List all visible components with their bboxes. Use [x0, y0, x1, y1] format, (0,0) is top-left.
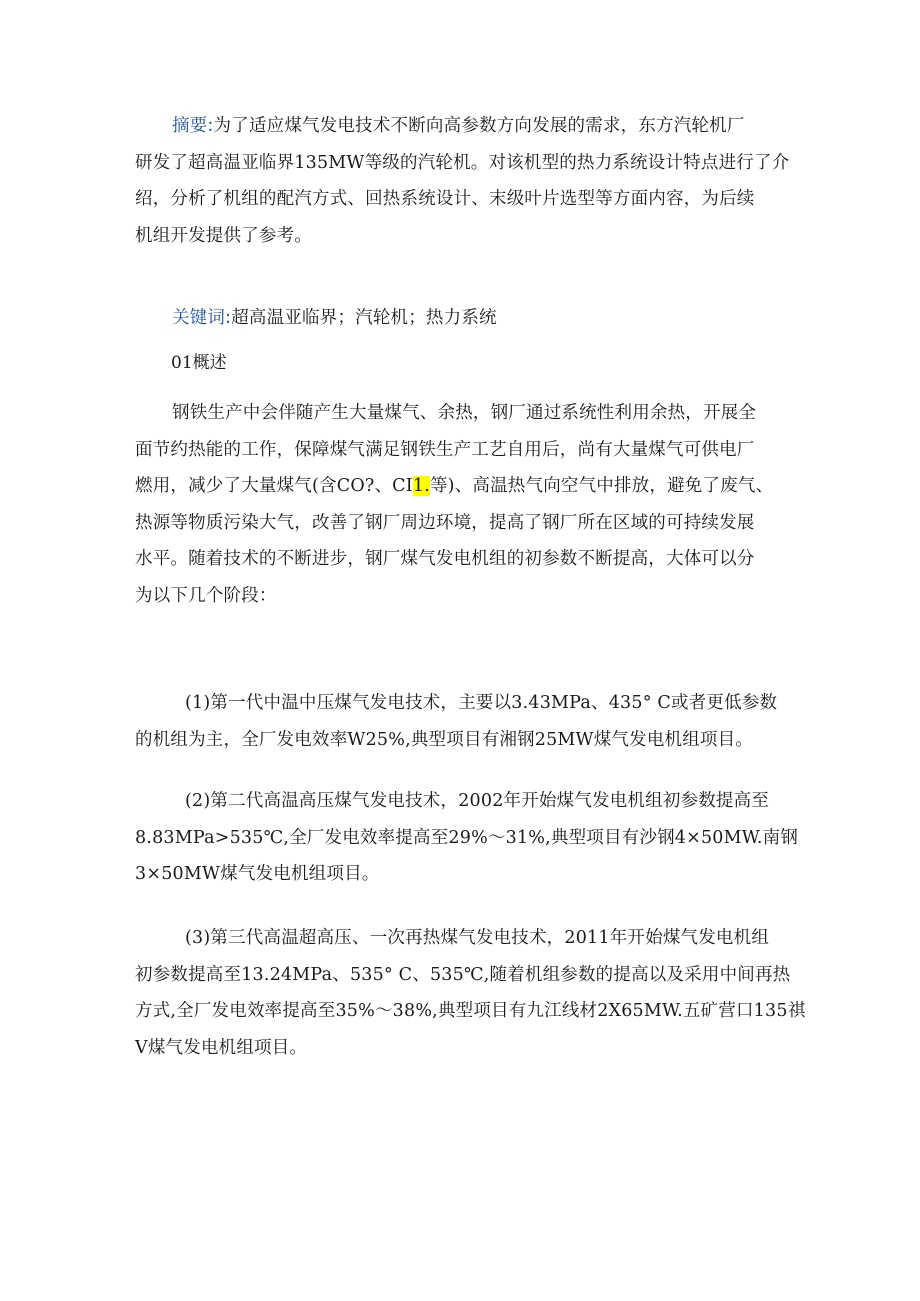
keywords-label: 关键词 — [172, 308, 226, 328]
abstract-paragraph — [135, 108, 790, 254]
abstract-line: 研发了超高温亚临界135MW等级的汽轮机。对该机型的热力系统设计特点进行了介 — [135, 152, 790, 173]
highlighted-text: 1. — [412, 476, 430, 496]
intro-text: 燃用，减少了大量煤气(含CO?、CI — [135, 476, 413, 496]
stage2-line: 3×50MW煤气发电机组项目。 — [135, 864, 380, 884]
abstract-label: 摘要 — [172, 116, 208, 136]
abstract-text: 为了适应煤气发电技术不断向高参数方向发展的需求，东方汽轮机厂 — [213, 116, 745, 136]
stage3-line: 初参数提高至13.24MPa、535° C、535℃,随着机组参数的提高以及采用中间再热 — [135, 964, 791, 985]
stage3-line: 方式,全厂发电效率提高至35%～38%,典型项目有九江线材2X65MW.五矿营口135祺 — [135, 1001, 806, 1021]
keywords-text: 超高温亚临界；汽轮机；热力系统 — [231, 308, 497, 328]
stage1-paragraph — [135, 685, 790, 758]
stage3-line: (3)第三代高温超高压、一次再热煤气发电技术，2011年开始煤气发电机组 — [185, 928, 770, 948]
abstract-separator: : — [207, 116, 214, 136]
intro-line: 水平。随着技术的不断进步，钢厂煤气发电机组的初参数不断提高，大体可以分 — [135, 549, 755, 569]
abstract-line — [135, 108, 790, 145]
stage3-paragraph — [135, 920, 806, 1066]
keywords-line — [135, 300, 790, 337]
stage2-paragraph — [135, 783, 799, 893]
section-heading: 01概述 — [171, 353, 227, 373]
abstract-line: 绍，分析了机组的配汽方式、回热系统设计、末级叶片选型等方面内容，为后续 — [135, 189, 755, 209]
keywords-paragraph — [135, 300, 790, 337]
abstract-line: 机组开发提供了参考。 — [135, 225, 312, 246]
intro-text: 等)、高温热气向空气中排放，避免了废气、 — [429, 476, 774, 496]
stage3-line: V煤气发电机组项目。 — [135, 1037, 308, 1058]
intro-line: 热源等物质污染大气，改善了钢厂周边环境，提高了钢厂所在区域的可持续发展 — [135, 512, 755, 533]
stage2-line: (2)第二代高温高压煤气发电技术，2002年开始煤气发电机组初参数提高至 — [185, 791, 770, 811]
intro-line — [135, 468, 790, 505]
stage1-line: (1)第一代中温中压煤气发电技术，主要以3.43MPa、435° C或者更低参数 — [185, 693, 778, 713]
intro-paragraph — [135, 395, 790, 614]
intro-line: 钢铁生产中会伴随产生大量煤气、余热，钢厂通过系统性利用余热，开展全 — [172, 403, 757, 423]
stage1-line: 的机组为主，全厂发电效率W25%,典型项目有湘钢25MW煤气发电机组项目。 — [135, 729, 754, 750]
keywords-separator: : — [225, 308, 232, 328]
stage2-line: 8.83MPa>535℃,全厂发电效率提高至29%～31%,典型项目有沙钢4×50MW.南钢 — [135, 827, 799, 848]
intro-line: 面节约热能的工作，保障煤气满足钢铁生产工艺自用后，尚有大量煤气可供电厂 — [135, 439, 755, 460]
intro-line: 为以下几个阶段： — [135, 585, 277, 606]
